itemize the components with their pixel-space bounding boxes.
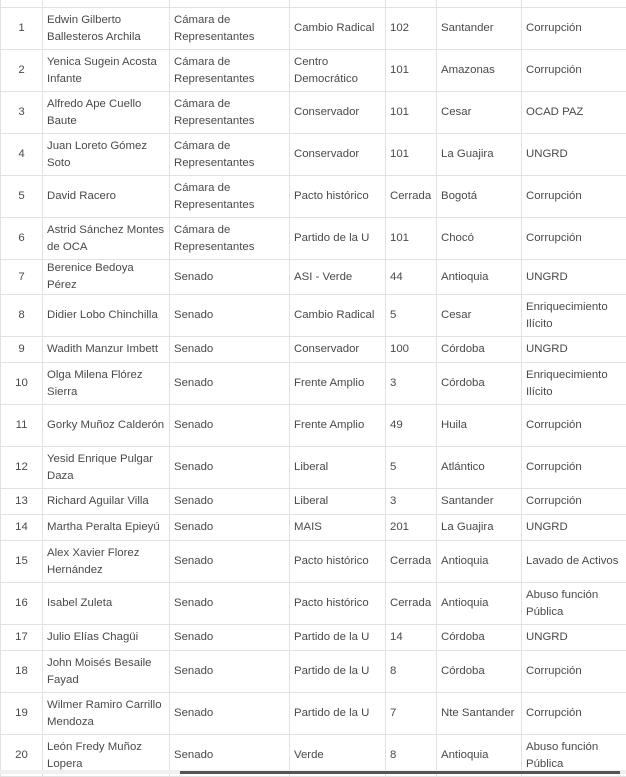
- row-number: 3: [1, 92, 43, 134]
- case-cell: UNGRD: [522, 625, 626, 651]
- list-code-cell: 7: [386, 693, 437, 735]
- region-cell: Córdoba: [437, 337, 522, 363]
- region-cell: Córdoba: [437, 625, 522, 651]
- row-number: 11: [1, 405, 43, 447]
- chamber-cell: Senado: [170, 260, 290, 295]
- party-cell: Liberal: [290, 447, 386, 489]
- list-code-cell: 102: [386, 8, 437, 50]
- case-cell: UNGRD: [522, 337, 626, 363]
- chamber-cell: Cámara de Representantes: [170, 218, 290, 260]
- chamber-cell: Senado: [170, 295, 290, 337]
- region-cell: Córdoba: [437, 363, 522, 405]
- case-cell: Corrupción: [522, 50, 626, 92]
- row-number: 5: [1, 176, 43, 218]
- table-row: [1, 260, 626, 295]
- row-number: 2: [1, 50, 43, 92]
- name-cell: Edwin Gilberto Ballesteros Archila: [43, 8, 170, 50]
- region-cell: Santander: [437, 8, 522, 50]
- chamber-cell: Cámara de Representantes: [170, 134, 290, 176]
- region-cell: Córdoba: [437, 651, 522, 693]
- list-code-cell: 8: [386, 735, 437, 777]
- party-cell: MAIS: [290, 515, 386, 541]
- table-row: [1, 218, 626, 260]
- party-cell: Frente Amplio: [290, 363, 386, 405]
- list-code-cell: Cerrada: [386, 176, 437, 218]
- case-cell: Abuso función Pública: [522, 583, 626, 625]
- chamber-cell: Senado: [170, 405, 290, 447]
- name-cell: David Racero: [43, 176, 170, 218]
- chamber-cell: Senado: [170, 541, 290, 583]
- row-number: 19: [1, 693, 43, 735]
- row-number: 4: [1, 134, 43, 176]
- table-row: [1, 8, 626, 50]
- party-cell: Frente Amplio: [290, 405, 386, 447]
- name-cell: Richard Aguilar Villa: [43, 489, 170, 515]
- name-cell: Gorky Muñoz Calderón: [43, 405, 170, 447]
- case-cell: Corrupción: [522, 218, 626, 260]
- table-row: [1, 176, 626, 218]
- region-cell: Antioquia: [437, 583, 522, 625]
- table-row: [1, 134, 626, 176]
- region-cell: Amazonas: [437, 50, 522, 92]
- table-row: [1, 363, 626, 405]
- name-cell: Didier Lobo Chinchilla: [43, 295, 170, 337]
- name-cell: Martha Peralta Epieyú: [43, 515, 170, 541]
- row-number: 13: [1, 489, 43, 515]
- case-cell: Corrupción: [522, 447, 626, 489]
- list-code-cell: 44: [386, 260, 437, 295]
- name-cell: Isabel Zuleta: [43, 583, 170, 625]
- row-number: 17: [1, 625, 43, 651]
- chamber-cell: Senado: [170, 363, 290, 405]
- chamber-cell: Senado: [170, 735, 290, 777]
- list-code-cell: 3: [386, 363, 437, 405]
- party-cell: Partido de la U: [290, 218, 386, 260]
- list-code-cell: 101: [386, 218, 437, 260]
- table-row: [1, 447, 626, 489]
- row-number: 8: [1, 295, 43, 337]
- table-row: [1, 515, 626, 541]
- name-cell: Julio Elías Chagüi: [43, 625, 170, 651]
- row-number: 15: [1, 541, 43, 583]
- chamber-cell: Senado: [170, 447, 290, 489]
- list-code-cell: 3: [386, 489, 437, 515]
- case-cell: Enriquecimiento Ilícito: [522, 295, 626, 337]
- region-cell: Chocó: [437, 218, 522, 260]
- party-cell: Partido de la U: [290, 651, 386, 693]
- party-cell: ASI - Verde: [290, 260, 386, 295]
- row-number: 6: [1, 218, 43, 260]
- region-cell: La Guajira: [437, 515, 522, 541]
- name-cell: Astrid Sánchez Montes de OCA: [43, 218, 170, 260]
- name-cell: Yenica Sugein Acosta Infante: [43, 50, 170, 92]
- chamber-cell: Senado: [170, 583, 290, 625]
- case-cell: Corrupción: [522, 651, 626, 693]
- region-cell: Santander: [437, 489, 522, 515]
- name-cell: Juan Loreto Gómez Soto: [43, 134, 170, 176]
- row-number: 12: [1, 447, 43, 489]
- case-cell: Corrupción: [522, 176, 626, 218]
- list-code-cell: Cerrada: [386, 583, 437, 625]
- chamber-cell: Senado: [170, 625, 290, 651]
- list-code-cell: 14: [386, 625, 437, 651]
- table-header-row-partial: [1, 0, 626, 8]
- row-number: 7: [1, 260, 43, 295]
- row-number: 20: [1, 735, 43, 777]
- region-cell: Antioquia: [437, 260, 522, 295]
- name-cell: Alex Xavier Florez Hernández: [43, 541, 170, 583]
- party-cell: Pacto histórico: [290, 176, 386, 218]
- case-cell: Abuso función Pública: [522, 735, 626, 777]
- party-cell: Conservador: [290, 337, 386, 363]
- case-cell: Lavado de Activos: [522, 541, 626, 583]
- table-row: [1, 337, 626, 363]
- chamber-cell: Cámara de Representantes: [170, 92, 290, 134]
- case-cell: Corrupción: [522, 693, 626, 735]
- row-number: 1: [1, 8, 43, 50]
- chamber-cell: Senado: [170, 337, 290, 363]
- chamber-cell: Senado: [170, 515, 290, 541]
- row-number: 10: [1, 363, 43, 405]
- table-row: [1, 295, 626, 337]
- case-cell: Enriquecimiento Ilícito: [522, 363, 626, 405]
- party-cell: Partido de la U: [290, 625, 386, 651]
- table-row: [1, 541, 626, 583]
- name-cell: León Fredy Muñoz Lopera: [43, 735, 170, 777]
- table-row: [1, 92, 626, 134]
- case-cell: UNGRD: [522, 515, 626, 541]
- list-code-cell: 49: [386, 405, 437, 447]
- list-code-cell: Cerrada: [386, 541, 437, 583]
- party-cell: Pacto histórico: [290, 583, 386, 625]
- party-cell: Cambio Radical: [290, 8, 386, 50]
- region-cell: Cesar: [437, 92, 522, 134]
- case-cell: OCAD PAZ: [522, 92, 626, 134]
- row-number: 9: [1, 337, 43, 363]
- list-code-cell: 201: [386, 515, 437, 541]
- region-cell: Nte Santander: [437, 693, 522, 735]
- table-row: [1, 625, 626, 651]
- case-cell: Corrupción: [522, 8, 626, 50]
- chamber-cell: Senado: [170, 693, 290, 735]
- chamber-cell: Senado: [170, 651, 290, 693]
- row-number: 16: [1, 583, 43, 625]
- region-cell: Bogotá: [437, 176, 522, 218]
- list-code-cell: 100: [386, 337, 437, 363]
- name-cell: Alfredo Ape Cuello Baute: [43, 92, 170, 134]
- horizontal-scrollbar[interactable]: [0, 770, 626, 774]
- chamber-cell: Cámara de Representantes: [170, 50, 290, 92]
- table-row: [1, 50, 626, 92]
- party-cell: Cambio Radical: [290, 295, 386, 337]
- list-code-cell: 8: [386, 651, 437, 693]
- party-cell: Conservador: [290, 134, 386, 176]
- region-cell: Antioquia: [437, 735, 522, 777]
- case-cell: UNGRD: [522, 260, 626, 295]
- name-cell: Wadith Manzur Imbett: [43, 337, 170, 363]
- row-number: 18: [1, 651, 43, 693]
- table-row: [1, 651, 626, 693]
- region-cell: Huila: [437, 405, 522, 447]
- case-cell: Corrupción: [522, 405, 626, 447]
- region-cell: Atlántico: [437, 447, 522, 489]
- list-code-cell: 101: [386, 92, 437, 134]
- party-cell: Partido de la U: [290, 693, 386, 735]
- table-row: [1, 693, 626, 735]
- case-cell: Corrupción: [522, 489, 626, 515]
- table-row: [1, 583, 626, 625]
- party-cell: Liberal: [290, 489, 386, 515]
- party-cell: Pacto histórico: [290, 541, 386, 583]
- name-cell: Olga Milena Flórez Sierra: [43, 363, 170, 405]
- list-code-cell: 101: [386, 134, 437, 176]
- list-code-cell: 5: [386, 447, 437, 489]
- region-cell: Antioquia: [437, 541, 522, 583]
- list-code-cell: 101: [386, 50, 437, 92]
- table-row: [1, 405, 626, 447]
- list-code-cell: 5: [386, 295, 437, 337]
- region-cell: La Guajira: [437, 134, 522, 176]
- party-cell: Centro Democrático: [290, 50, 386, 92]
- party-cell: Conservador: [290, 92, 386, 134]
- table-row: [1, 489, 626, 515]
- name-cell: Wilmer Ramiro Carrillo Mendoza: [43, 693, 170, 735]
- chamber-cell: Cámara de Representantes: [170, 8, 290, 50]
- region-cell: Cesar: [437, 295, 522, 337]
- name-cell: Yesid Enrique Pulgar Daza: [43, 447, 170, 489]
- case-cell: UNGRD: [522, 134, 626, 176]
- name-cell: John Moisés Besaile Fayad: [43, 651, 170, 693]
- party-cell: Verde: [290, 735, 386, 777]
- chamber-cell: Cámara de Representantes: [170, 176, 290, 218]
- chamber-cell: Senado: [170, 489, 290, 515]
- row-number: 14: [1, 515, 43, 541]
- name-cell: Berenice Bedoya Pérez: [43, 260, 170, 295]
